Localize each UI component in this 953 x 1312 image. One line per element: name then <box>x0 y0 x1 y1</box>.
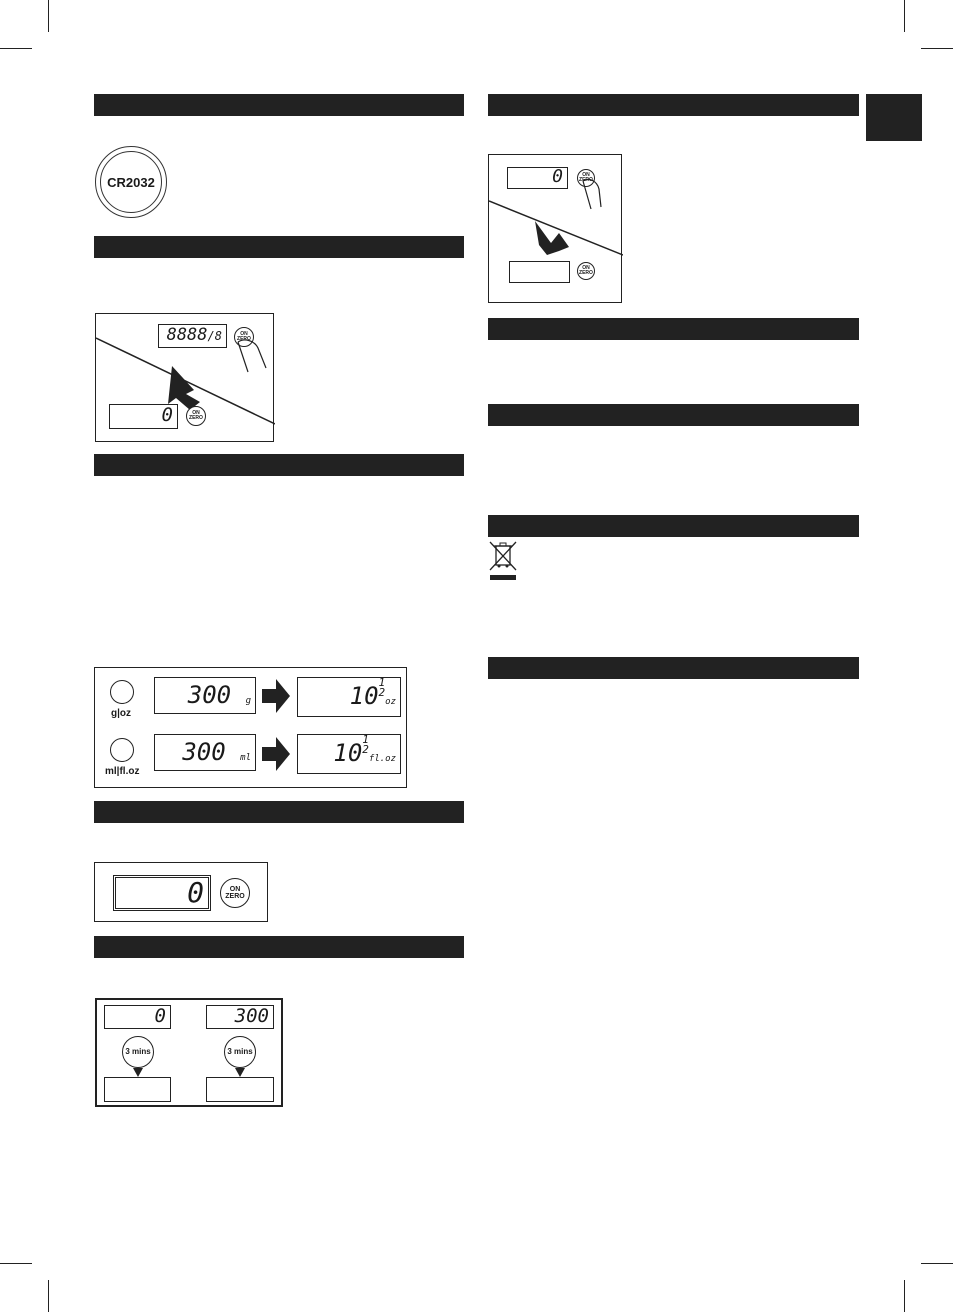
on-zero-button-tare[interactable]: ON ZERO <box>220 878 250 908</box>
section-header-disposal <box>488 515 859 537</box>
unit-button-volume-label: ml|fl.oz <box>105 766 140 777</box>
arrow-right-icon <box>262 679 290 713</box>
unit-display-ounces: 10 1 2 oz <box>297 677 401 717</box>
crop-mark <box>0 48 32 49</box>
switch-off-blank-display <box>509 261 570 283</box>
auto-off-left-display: 0 <box>104 1005 171 1029</box>
timer-icon-right: 3 mins <box>224 1036 256 1068</box>
auto-off-diagram <box>95 998 283 1107</box>
section-header-right-3 <box>488 404 859 426</box>
unit-conversion-diagram <box>94 667 407 788</box>
section-header-right-2 <box>488 318 859 340</box>
switch-off-display: 0 <box>507 167 568 189</box>
startup-display-zero: 0 <box>109 404 178 429</box>
finger-icon <box>581 177 605 213</box>
section-header-tare <box>94 801 464 823</box>
on-zero-button-off[interactable]: ON ZERO <box>577 169 595 187</box>
on-zero-button-off-2[interactable]: ON ZERO <box>577 262 595 280</box>
switch-off-diagram <box>488 154 622 303</box>
on-zero-button[interactable]: ON ZERO <box>234 327 254 347</box>
unit-button-weight[interactable] <box>110 680 134 704</box>
unit-button-weight-label: g|oz <box>111 708 132 719</box>
section-header-right-5 <box>488 657 859 679</box>
auto-off-left-blank-display <box>104 1077 171 1102</box>
language-tab <box>866 94 922 141</box>
tare-display: 0 <box>113 875 211 911</box>
battery-icon <box>95 146 167 218</box>
section-header-battery <box>94 94 464 116</box>
crop-mark <box>48 1280 49 1312</box>
on-zero-button-2[interactable]: ON ZERO <box>186 406 206 426</box>
startup-display-test: 8888/8 <box>158 324 227 348</box>
crop-mark <box>48 0 49 32</box>
unit-display-millilitres: 300 ml <box>154 734 256 771</box>
finger-icon <box>236 338 270 378</box>
auto-off-right-blank-display <box>206 1077 274 1102</box>
arrow-right-icon <box>262 737 290 771</box>
auto-off-right-display: 300 <box>206 1005 274 1029</box>
crop-mark <box>0 1263 32 1264</box>
battery-label: CR2032 <box>107 174 155 190</box>
crop-mark <box>921 1263 953 1264</box>
crop-mark <box>904 0 905 32</box>
crossed-bin-icon <box>488 540 518 582</box>
unit-display-fluid-ounces: 10 1 2 fl.oz <box>297 734 401 774</box>
section-header-units <box>94 454 464 476</box>
unit-button-volume[interactable] <box>110 738 134 762</box>
section-header-auto-off <box>94 936 464 958</box>
timer-icon-left: 3 mins <box>122 1036 154 1068</box>
section-header-switch-on <box>94 236 464 258</box>
crop-mark <box>921 48 953 49</box>
section-header-switch-off <box>488 94 859 116</box>
unit-display-grams: 300 g <box>154 677 256 714</box>
crop-mark <box>904 1280 905 1312</box>
switch-on-diagram <box>95 313 274 442</box>
tare-diagram <box>94 862 268 922</box>
